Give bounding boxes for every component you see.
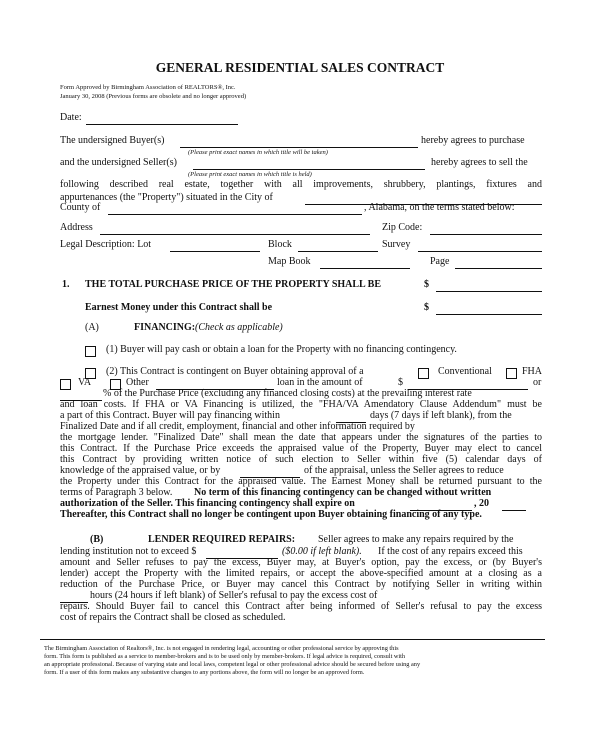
alabama-text: , Alabama, on the terms stated below: [364, 202, 515, 213]
county-label: County of [60, 202, 101, 213]
body-line: and loan costs. If FHA or VA Financing is utilized, the "FHA/VA Amendatory Clause Addendum" must be [60, 399, 542, 410]
financing-note: (Check as applicable) [195, 322, 283, 333]
or-label: or [533, 377, 542, 388]
sellers-field[interactable] [193, 169, 425, 170]
buyers-suffix: hereby agrees to purchase [421, 135, 525, 146]
percent-line: % of the Purchase Price (excluding any financed closing costs) at the prevailing interest rate [103, 388, 472, 399]
fha-label: FHA [522, 366, 543, 377]
legal-lot-label: Legal Description: Lot [60, 239, 152, 250]
section-a-label: (A) [85, 322, 99, 333]
price-field[interactable] [436, 291, 542, 292]
mapbook-field[interactable] [320, 268, 410, 269]
earnest-dollar-sign: $ [424, 302, 429, 313]
county-field[interactable] [108, 214, 362, 215]
body-line: reduction of the Purchase Price, or Buyer may cancel this Contract by notifying Seller in writing within [60, 579, 542, 590]
option-cash-checkbox[interactable] [85, 346, 96, 357]
survey-field[interactable] [418, 251, 542, 252]
body-line-bold: , 20 [474, 498, 489, 509]
other-label: Other [126, 377, 149, 388]
body-line: of the appraisal, unless the Seller agrees to reduce [304, 465, 504, 476]
address-field[interactable] [100, 234, 370, 235]
body-line: If the cost of any repairs exceed this [378, 546, 523, 557]
buyers-label: The undersigned Buyer(s) [60, 135, 165, 146]
following-line: following described real estate, together with all improvements, shrubbery, plantings, fixtures and [60, 179, 542, 190]
zip-field[interactable] [430, 234, 542, 235]
survey-label: Survey [382, 239, 411, 250]
mapbook-label: Map Book [268, 256, 311, 267]
va-label: VA [78, 377, 92, 388]
option-cash-text: (1) Buyer will pay cash or obtain a loan for the Property with no financing contingency. [106, 344, 457, 355]
price-dollar-sign: $ [424, 279, 429, 290]
page-field[interactable] [455, 268, 542, 269]
earnest-field[interactable] [436, 314, 542, 315]
body-line: lender) accept the Property with the limited repairs, or accept the above-specified amount at a closing as a [60, 568, 542, 579]
body-line: hours (24 hours if left blank) of Seller's refusal to pay the excess cost of [90, 590, 378, 601]
body-line-bold: authorization of the Seller. This financing contingency shall expire on [60, 498, 355, 509]
date-field[interactable] [86, 124, 238, 125]
lender-repairs-heading: LENDER REQUIRED REPAIRS: [148, 534, 296, 545]
body-line-bold: Thereafter, this Contract shall no longer be contingent upon Buyer obtaining financing of any type. [60, 509, 482, 520]
conventional-checkbox[interactable] [418, 368, 429, 379]
document-title: GENERAL RESIDENTIAL SALES CONTRACT [155, 60, 445, 75]
body-line: this Contract. If the Purchase Price exceeds the appraised value of the Property, Buyer may elect to cancel [60, 443, 542, 454]
lot-field[interactable] [170, 251, 260, 252]
date-label: Date: [60, 112, 82, 123]
fha-checkbox[interactable] [506, 368, 517, 379]
footer-disclaimer [40, 639, 545, 712]
block-label: Block [268, 239, 292, 250]
footer-line: form. This form is published as a service to member-brokers and is to be used only by member-brokers. If legal advice is required, consult with [44, 653, 406, 660]
earnest-money-label: Earnest Money under this Contract shall be [85, 302, 273, 313]
loan-amount-label: loan in the amount of [277, 377, 363, 388]
financing-heading: FINANCING: [134, 322, 196, 333]
body-line-bold: No term of this financing contingency can be changed without written [194, 487, 492, 498]
purchase-price-heading: THE TOTAL PURCHASE PRICE OF THE PROPERTY SHALL BE [85, 279, 382, 290]
section-b-label: (B) [90, 534, 104, 545]
body-line: the Property under this Contract for the appraised value. The Earnest Money shall be returned pursuant to the [60, 476, 542, 487]
print-note-buyer: (Please print exact names in which title will be taken) [188, 149, 328, 156]
va-checkbox[interactable] [60, 379, 71, 390]
body-line: amount and Seller refuses to pay the excess, Buyer may, at Buyer's option, pay the excess, or (by Buyer's [60, 557, 542, 568]
form-approved-note: Form Approved by Birmingham Association of REALTORS®, Inc. [60, 84, 236, 91]
address-label: Address [60, 222, 93, 233]
body-line: knowledge of the appraised value, or by [60, 465, 221, 476]
footer-line: form. If a user of this form makes any substantive changes to any portions above, the form will no longer be an approved form. [44, 669, 365, 676]
body-line: the mortgage lender. "Finalized Date" shall mean the date that appears under the signatures of the parties to [60, 432, 542, 443]
sellers-suffix: hereby agrees to sell the [431, 157, 528, 168]
block-field[interactable] [298, 251, 378, 252]
buyers-field[interactable] [180, 147, 418, 148]
body-line: Seller agrees to make any repairs required by the [318, 534, 514, 545]
body-line: repairs. Should Buyer fail to cancel this Contract after being informed of Seller's refusal to pay the excess [60, 601, 542, 612]
body-line: this Contract by providing written notice of such election to Seller within five (5) calendar days of [60, 454, 542, 465]
appurtenances-text: appurtenances (the "Property") situated in the City of [60, 192, 273, 203]
loan-dollar-sign: $ [398, 377, 403, 388]
zip-label: Zip Code: [382, 222, 423, 233]
footer-line: an appropriate professional. Because of varying state and local laws, competent legal or other professional advice should be secured before using any [44, 661, 421, 668]
body-line: Finalized Date and if all credit, employment, financial and other information required by [60, 421, 415, 432]
page-label: Page [430, 256, 450, 267]
form-date-note: January 30, 2008 (Previous forms are obsolete and no longer approved) [60, 93, 247, 100]
body-line: days (7 days if left blank), from the [370, 410, 512, 421]
expiration-year-field[interactable] [502, 510, 526, 511]
body-line: lending institution not to exceed $ [60, 546, 197, 557]
conventional-label: Conventional [438, 366, 492, 377]
print-note-seller: (Please print exact names in which title is held) [188, 171, 312, 178]
option-contingent-text: (2) This Contract is contingent on Buyer obtaining approval of a [106, 366, 364, 377]
footer-line: The Birmingham Association of Realtors®, Inc. is not engaged in rendering legal, accounting or other professional service by approving this [44, 645, 399, 652]
section-number: 1. [62, 279, 70, 290]
body-line: terms of Paragraph 3 below. [60, 487, 173, 498]
sellers-label: and the undersigned Seller(s) [60, 157, 177, 168]
body-line: cost of repairs the Contract shall be closed as scheduled. [60, 612, 286, 623]
body-line: a part of this Contract. Buyer will pay financing within [60, 410, 280, 421]
body-line: ($0.00 if left blank). [282, 546, 362, 557]
